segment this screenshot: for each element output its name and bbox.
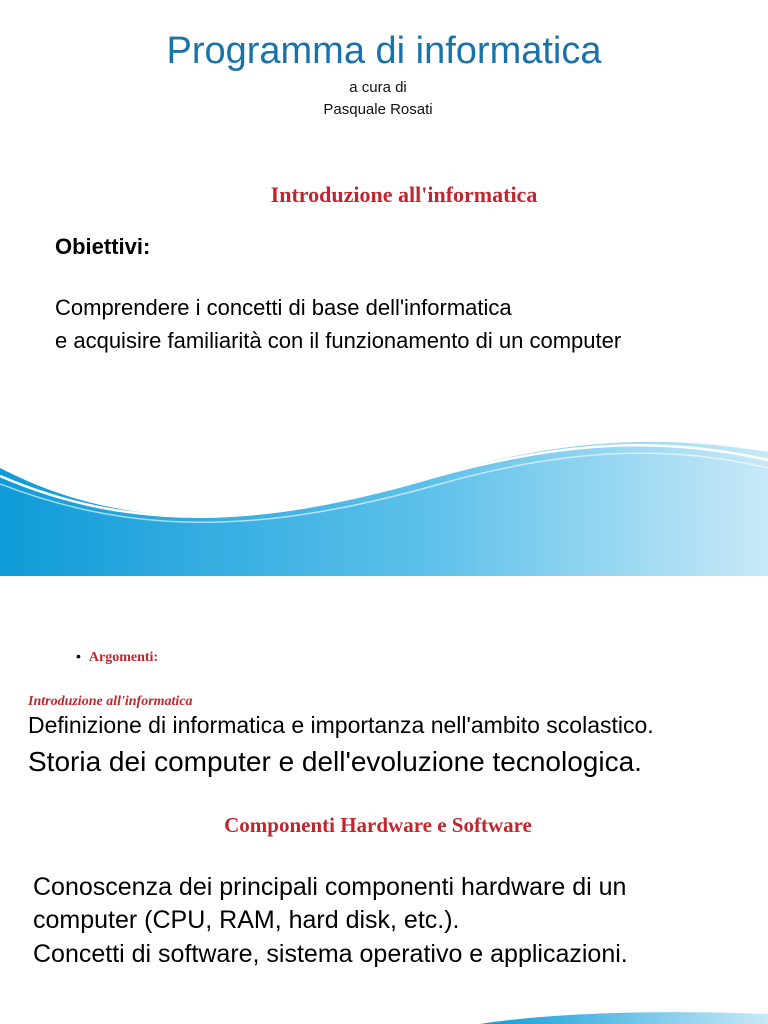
topic-line: Storia dei computer e dell'evoluzione tecnologica. [28,746,642,777]
hw-heading: Componenti Hardware e Software [224,813,532,837]
author-name: Pasquale Rosati [323,101,433,118]
bullet-icon: • [76,648,81,664]
objective-line: Comprendere i concetti di base dell'informatica [55,295,512,320]
page-title: Programma di informatica [166,30,602,72]
topics-bullet [76,648,158,666]
slide-2 [0,576,768,1024]
decorative-wave [0,420,768,576]
intro-subheading: Introduzione all'informatica [28,694,193,709]
section-heading: Introduzione all'informatica [270,182,538,207]
objective-line: e acquisire familiarità con il funzionamento di un computer [55,328,622,353]
decorative-wave [0,1008,768,1024]
hw-line: computer (CPU, RAM, hard disk, etc.). [33,906,460,934]
hw-line: Concetti di software, sistema operativo e applicazioni. [33,940,628,968]
objectives-label: Obiettivi: [55,234,151,259]
topics-label: Argomenti: [88,650,159,665]
topic-line: Definizione di informatica e importanza nell'ambito scolastico. [28,712,654,738]
byline-label: a cura di [349,79,407,96]
hw-line: Conoscenza dei principali componenti hardware di un [33,873,627,901]
